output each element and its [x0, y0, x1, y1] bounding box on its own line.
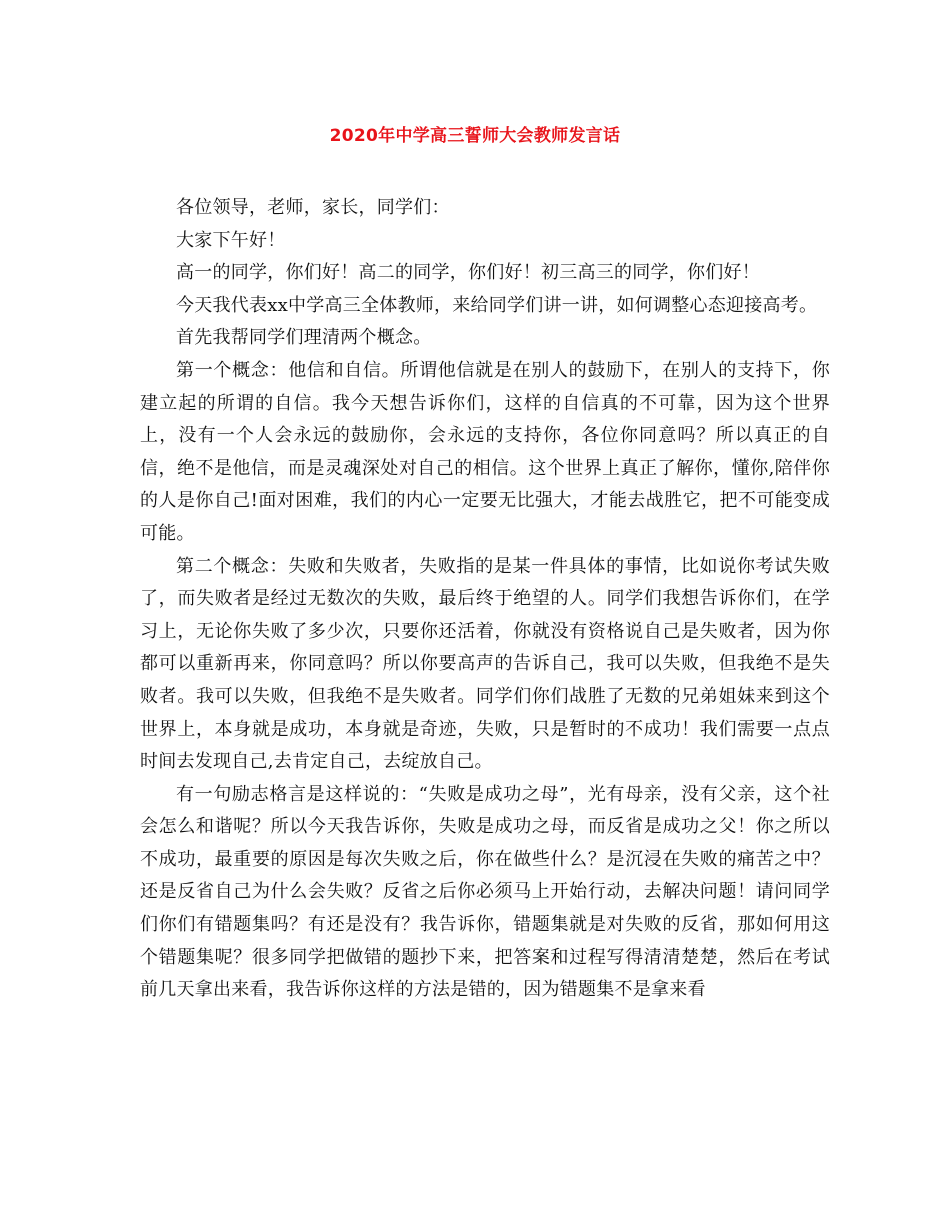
- paragraph-introduction: 今天我代表xx中学高三全体教师，来给同学们讲一讲，如何调整心态迎接高考。: [176, 294, 818, 316]
- document-body: [140, 192, 830, 1007]
- paragraph-two-concepts: 首先我帮同学们理清两个概念。: [176, 327, 432, 349]
- paragraph-good-afternoon: 大家下午好！: [176, 229, 286, 251]
- document-title: 2020年中学高三誓师大会教师发言话: [329, 126, 621, 146]
- paragraph-concept-one: 第一个概念：他信和自信。所谓他信就是在别人的鼓励下，在别人的支持下，你建立起的所谓的自信。我今天想告诉你们，这样的自信真的不可靠，因为这个世界上，没有一个人会永远的鼓励你，会永远的支持你，各位你同意吗？所以真正的自信，绝不是他信，而是灵魂深处对自己的相信。这个世界上真正了解你，懂你,陪伴你的人是你自己!面对困难，我们的内心一定要无比强大，才能去战胜它，把不可能变成可能。: [140, 359, 830, 544]
- paragraph-hello-students: 高一的同学，你们好！高二的同学，你们好！初三高三的同学，你们好！: [176, 262, 760, 284]
- paragraph-motto: 有一句励志格言是这样说的：“失败是成功之母”，光有母亲，没有父亲，这个社会怎么和谐呢？所以今天我告诉你，失败是成功之母，而反省是成功之父！你之所以不成功，最重要的原因是每次失败之后，你在做些什么？是沉浸在失败的痛苦之中？还是反省自己为什么会失败？反省之后你必须马上开始行动，去解决问题！请问同学们你们有错题集吗？有还是没有？我告诉你，错题集就是对失败的反省，那如何用这个错题集呢？很多同学把做错的题抄下来，把答案和过程写得清清楚楚，然后在考试前几天拿出来看，我告诉你这样的方法是错的，因为错题集不是拿来看: [140, 783, 830, 1001]
- paragraph-greeting: 各位领导，老师，家长，同学们：: [176, 197, 450, 218]
- paragraph-concept-two: 第二个概念：失败和失败者，失败指的是某一件具体的事情，比如说你考试失败了，而失败者是经过无数次的失败，最后终于绝望的人。同学们我想告诉你们，在学习上，无论你失败了多少次，只要你还活着，你就没有资格说自己是失败者，因为你都可以重新再来，你同意吗？所以你要高声的告诉自己，我可以失败，但我绝不是失败者。我可以失败，但我绝不是失败者。同学们你们战胜了无数的兄弟姐妹来到这个世界上，本身就是成功，本身就是奇迹，失败，只是暂时的不成功！我们需要一点点时间去发现自己,去肯定自己，去绽放自己。: [140, 555, 830, 773]
